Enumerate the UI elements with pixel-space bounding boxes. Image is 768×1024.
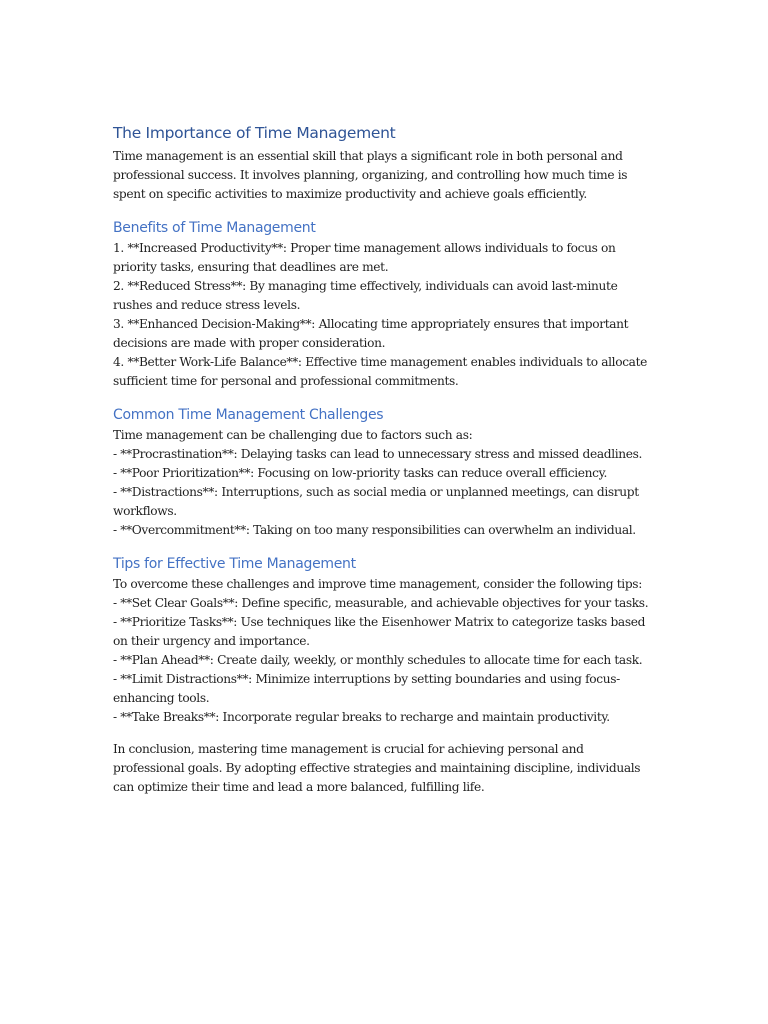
challenge-item: - **Overcommitment**: Taking on too many responsibilities can overwhelm an individual. <box>113 523 636 537</box>
challenge-item: - **Poor Prioritization**: Focusing on low-priority tasks can reduce overall efficiency. <box>113 466 608 480</box>
conclusion-paragraph: In conclusion, mastering time management is crucial for achieving personal and professional goals. By adopting effective strategies and maintaining discipline, individuals can optimize their time and lead a more balanced, fulfilling life. <box>113 742 641 794</box>
benefit-item: 2. **Reduced Stress**: By managing time effectively, individuals can avoid last-minute rushes and reduce stress levels. <box>113 279 618 312</box>
challenge-item: - **Procrastination**: Delaying tasks can lead to unnecessary stress and missed deadlines. <box>113 447 643 461</box>
tip-item: - **Plan Ahead**: Create daily, weekly, or monthly schedules to allocate time for each task. <box>113 653 643 667</box>
tip-item: - **Prioritize Tasks**: Use techniques like the Eisenhower Matrix to categorize tasks based on their urgency and importance. <box>113 615 646 648</box>
document-title: The Importance of Time Management <box>113 124 396 142</box>
benefits-heading: Benefits of Time Management <box>113 220 316 236</box>
challenges-heading: Common Time Management Challenges <box>113 407 384 423</box>
challenge-item: - **Distractions**: Interruptions, such as social media or unplanned meetings, can disrupt workflows. <box>113 485 639 518</box>
benefit-item: 3. **Enhanced Decision-Making**: Allocating time appropriately ensures that important decisions are made with proper consideration. <box>113 317 629 350</box>
tip-item: - **Take Breaks**: Incorporate regular breaks to recharge and maintain productivity. <box>113 710 610 724</box>
document-page <box>113 124 658 797</box>
intro-paragraph: Time management is an essential skill that plays a significant role in both personal and professional success. It involves planning, organizing, and controlling how much time is spent on specific activities to maximize productivity and achieve goals efficiently. <box>113 149 628 201</box>
challenges-intro: Time management can be challenging due to factors such as: <box>113 428 473 442</box>
benefit-item: 1. **Increased Productivity**: Proper time management allows individuals to focus on priority tasks, ensuring that deadlines are met. <box>113 241 616 274</box>
tip-item: - **Limit Distractions**: Minimize interruptions by setting boundaries and using focus-enhancing tools. <box>113 672 620 705</box>
tips-heading: Tips for Effective Time Management <box>113 556 356 572</box>
benefit-item: 4. **Better Work-Life Balance**: Effective time management enables individuals to allocate sufficient time for personal and professional commitments. <box>113 355 648 388</box>
tips-intro: To overcome these challenges and improve time management, consider the following tips: <box>113 577 642 591</box>
tip-item: - **Set Clear Goals**: Define specific, measurable, and achievable objectives for your tasks. <box>113 596 649 610</box>
